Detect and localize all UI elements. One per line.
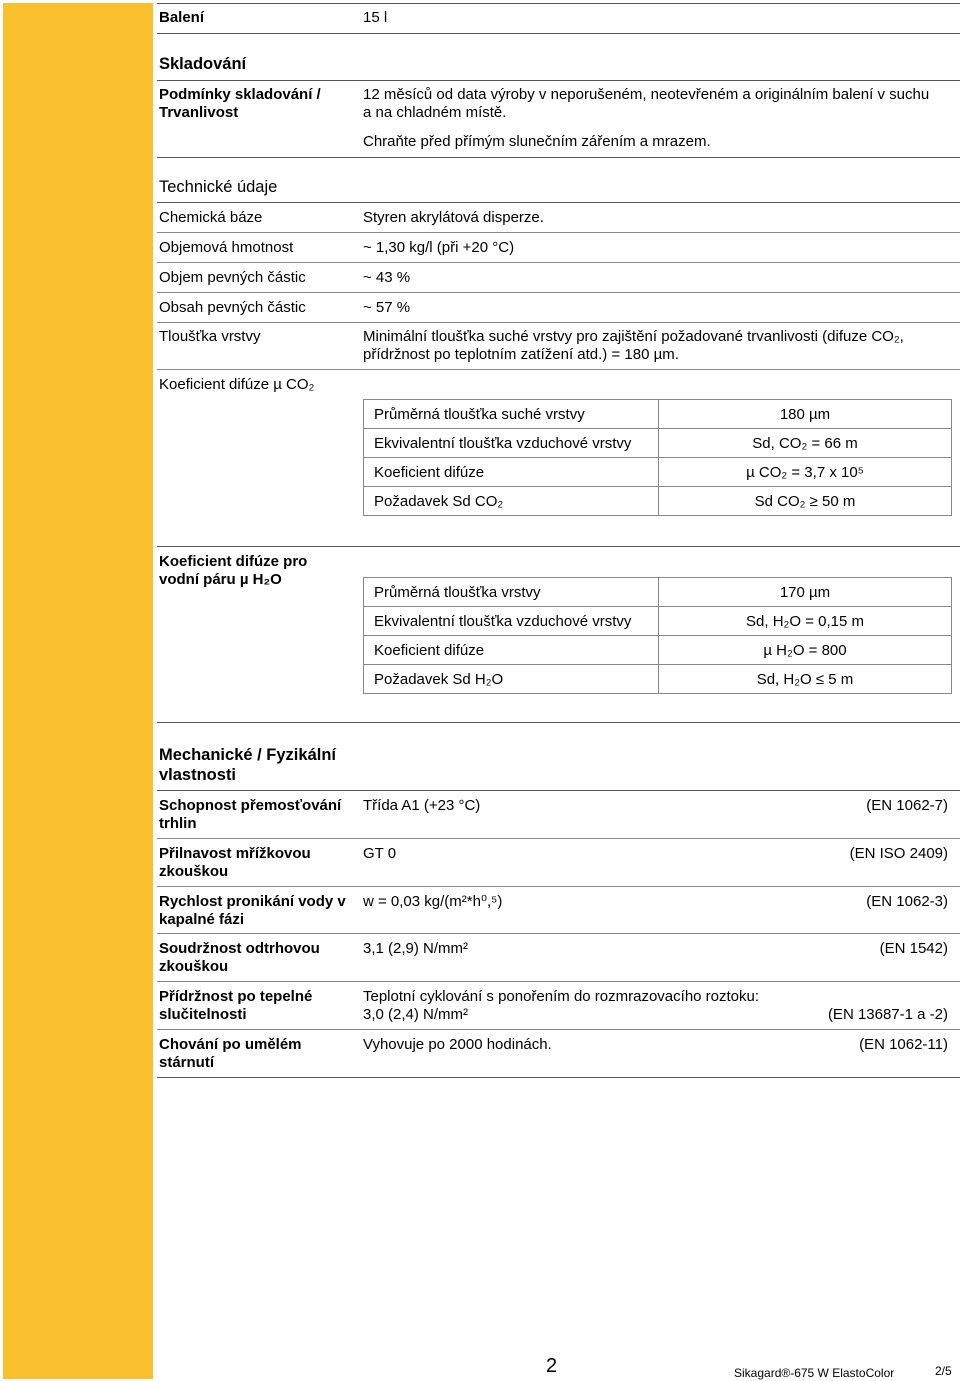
table-cell: Sd, CO₂ = 66 m (659, 429, 952, 458)
divider (157, 33, 960, 34)
table-cell: Sd, H₂O = 0,15 m (659, 607, 952, 636)
mech-label-1: Přilnavost mřížkovou zkouškou (159, 845, 311, 880)
table-row (364, 636, 952, 665)
side-stripe (3, 3, 153, 1379)
table-row (364, 578, 952, 607)
solids-volume-value: ~ 43 % (363, 269, 411, 286)
table-cell: Sd, H₂O ≤ 5 m (659, 665, 952, 694)
solids-volume-label: Objem pevných částic (159, 269, 306, 286)
divider (157, 886, 960, 887)
solids-content-label: Obsah pevných částic (159, 299, 306, 316)
mech-value-0: Třída A1 (+23 °C) (363, 797, 481, 814)
footer-product: Sikagard®-675 W ElastoColor (734, 1366, 895, 1380)
mech-std-3: (EN 1542) (879, 940, 948, 957)
divider (157, 369, 960, 370)
mech-label-2: Rychlost pronikání vody v kapalné fázi (159, 893, 346, 928)
mech-value-2: w = 0,03 kg/(m²*h⁰,⁵) (363, 893, 503, 910)
co2-table (363, 399, 952, 516)
divider (157, 262, 960, 263)
mechanical-heading: Mechanické / Fyzikální vlastnosti (159, 746, 336, 784)
divider (157, 322, 960, 323)
footer-page-of: 2/5 (935, 1364, 952, 1378)
table-cell: µ CO₂ = 3,7 x 10⁵ (659, 458, 952, 487)
table-cell: Koeficient difúze (364, 458, 659, 487)
mech-std-1: (EN ISO 2409) (849, 845, 948, 862)
mech-value-4: Teplotní cyklování s ponořením do rozmrazovacího roztoku: (363, 988, 760, 1005)
divider (157, 292, 960, 293)
table-cell: µ H₂O = 800 (659, 636, 952, 665)
table-cell: Průměrná tloušťka vrstvy (364, 578, 659, 607)
table-row (364, 487, 952, 516)
mech-value-3: 3,1 (2,9) N/mm² (363, 940, 469, 957)
h2o-diffusion-label: Koeficient difúze pro vodní páru µ H₂O (159, 553, 308, 588)
divider (157, 546, 960, 547)
mech-label-3: Soudržnost odtrhovou zkouškou (159, 940, 320, 975)
h2o-table (363, 577, 952, 694)
footer-page-number: 2 (546, 1355, 558, 1377)
mech-std-5: (EN 1062-11) (859, 1036, 948, 1053)
storage-text: 12 měsíců od data výroby v neporušeném, neotevřeném a originálním balení v suchu a na chladném místě. (363, 86, 930, 121)
mech-value-5: Vyhovuje po 2000 hodinách. (363, 1036, 552, 1053)
mech-value-4b: 3,0 (2,4) N/mm² (363, 1006, 469, 1023)
table-cell: Ekvivalentní tloušťka vzduchové vrstvy (364, 429, 659, 458)
co2-diffusion-label: Koeficient difúze µ CO₂ (159, 376, 315, 393)
divider (157, 838, 960, 839)
packaging-label: Balení (159, 9, 205, 26)
table-row (364, 429, 952, 458)
table-row (364, 458, 952, 487)
table-row (364, 607, 952, 636)
mech-std-0: (EN 1062-7) (866, 797, 948, 814)
mech-label-4: Přídržnost po tepelné slučitelnosti (159, 988, 313, 1023)
table-cell: 180 µm (659, 400, 952, 429)
divider (157, 790, 960, 791)
storage-heading: Skladování (159, 55, 247, 73)
table-cell: Požadavek Sd H₂O (364, 665, 659, 694)
technical-heading: Technické údaje (159, 178, 278, 196)
divider (157, 981, 960, 982)
solids-content-value: ~ 57 % (363, 299, 411, 316)
mech-label-5: Chování po umělém stárnutí (159, 1036, 302, 1071)
thickness-text-2: přídržnost po teplotním zatížení atd.) = 180 µm. (363, 346, 679, 363)
divider (157, 1077, 960, 1078)
divider (157, 933, 960, 934)
divider (157, 1029, 960, 1030)
table-cell: 170 µm (659, 578, 952, 607)
thickness-label: Tloušťka vrstvy (159, 328, 261, 345)
mech-std-2: (EN 1062-3) (866, 893, 948, 910)
thickness-text-1: Minimální tloušťka suché vrstvy pro zajištění požadované trvanlivosti (difuze CO₂, (363, 328, 904, 345)
divider (157, 202, 960, 203)
table-cell: Průměrná tloušťka suché vrstvy (364, 400, 659, 429)
storage-note: Chraňte před přímým slunečním zářením a mrazem. (363, 133, 711, 150)
density-value: ~ 1,30 kg/l (při +20 °C) (363, 239, 515, 256)
storage-label: Podmínky skladování / Trvanlivost (159, 86, 321, 121)
divider (157, 157, 960, 158)
mech-std-4: (EN 13687-1 a -2) (827, 1006, 948, 1023)
table-cell: Ekvivalentní tloušťka vzduchové vrstvy (364, 607, 659, 636)
divider (157, 3, 960, 4)
divider (157, 232, 960, 233)
density-label: Objemová hmotnost (159, 239, 294, 256)
mech-value-1: GT 0 (363, 845, 397, 862)
chemical-base-label: Chemická báze (159, 209, 263, 226)
mech-label-0: Schopnost přemosťování trhlin (159, 797, 342, 832)
table-row (364, 400, 952, 429)
table-cell: Koeficient difúze (364, 636, 659, 665)
chemical-base-value: Styren akrylátová disperze. (363, 209, 544, 226)
divider (157, 722, 960, 723)
divider (157, 80, 960, 81)
table-row (364, 665, 952, 694)
packaging-value: 15 l (363, 9, 388, 26)
table-cell: Sd CO₂ ≥ 50 m (659, 487, 952, 516)
table-cell: Požadavek Sd CO₂ (364, 487, 659, 516)
